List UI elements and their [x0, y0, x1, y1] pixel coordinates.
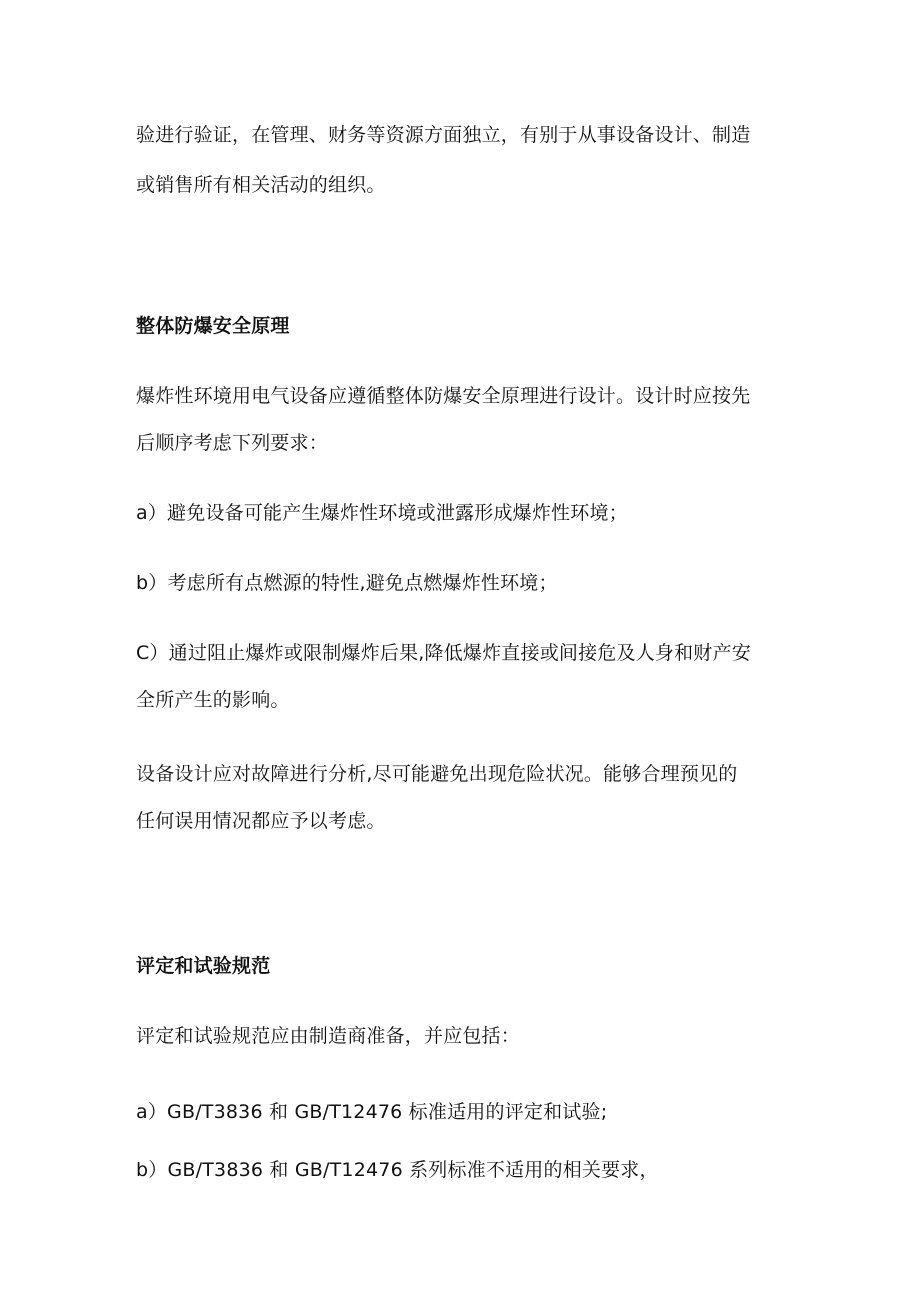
intro-line-2: 或销售所有相关活动的组织。	[136, 174, 386, 196]
list-item-c-line-2: 全所产生的影响。	[136, 689, 290, 711]
paragraph-line: 爆炸性环境用电气设备应遵循整体防爆安全原理进行设计。设计时应按先	[136, 385, 751, 407]
paragraph-line: 后顺序考虑下列要求：	[136, 432, 329, 454]
list-item-a: a）GB/T3836 和 GB/T12476 标准适用的评定和试验;	[136, 1101, 608, 1123]
list-item-b: b）考虑所有点燃源的特性,避免点燃爆炸性环境；	[136, 572, 558, 594]
paragraph-line: 任何误用情况都应予以考虑。	[136, 810, 386, 832]
section-heading-explosion-safety: 整体防爆安全原理	[136, 315, 290, 337]
list-item-b: b）GB/T3836 和 GB/T12476 系列标准不适用的相关要求，	[136, 1159, 659, 1181]
list-item-c-line-1: C）通过阻止爆炸或限制爆炸后果,降低爆炸直接或间接危及人身和财产安	[136, 642, 751, 664]
section-heading-evaluation-spec: 评定和试验规范	[136, 955, 271, 977]
paragraph-line: 评定和试验规范应由制造商准备，并应包括：	[136, 1025, 521, 1047]
list-item-a: a）避免设备可能产生爆炸性环境或泄露形成爆炸性环境；	[136, 502, 628, 524]
intro-line-1: 验进行验证，在管理、财务等资源方面独立，有别于从事设备设计、制造	[136, 124, 751, 146]
paragraph-line: 设备设计应对故障进行分析,尽可能避免出现危险状况。能够合理预见的	[136, 763, 738, 785]
